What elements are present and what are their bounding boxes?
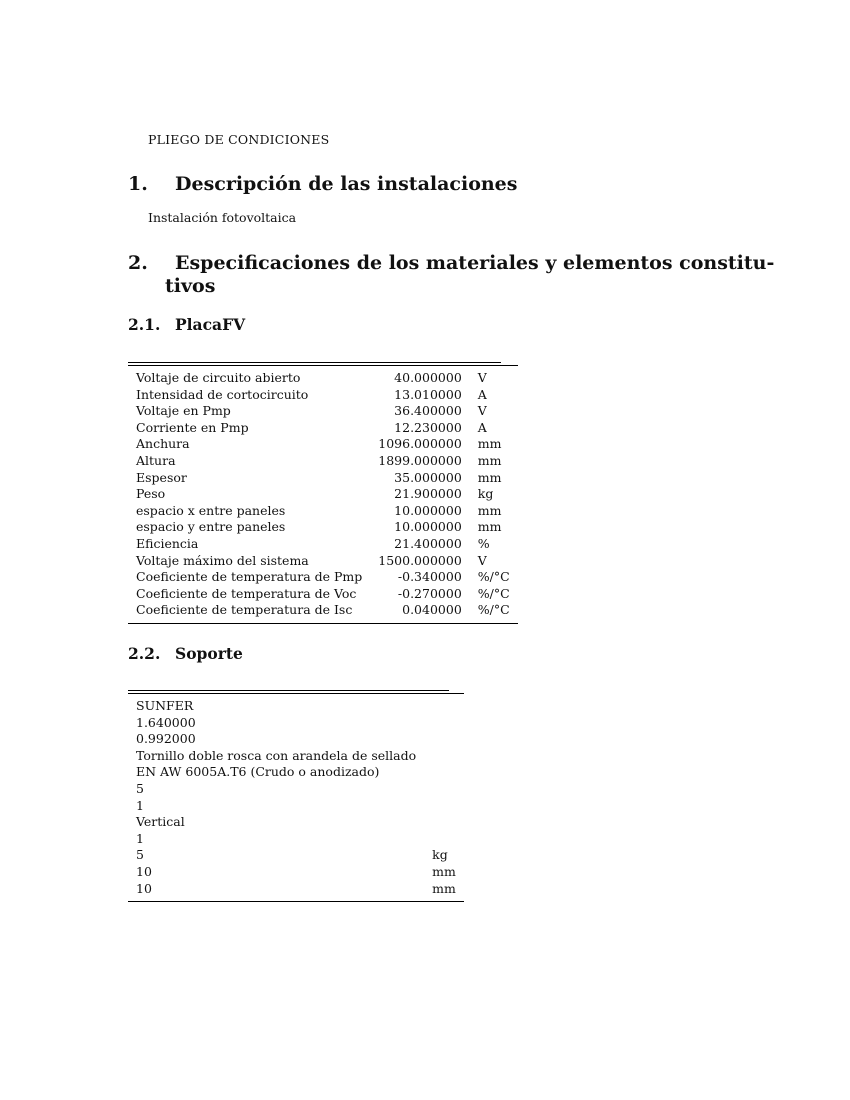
placa-unit-cell: mm [477,519,502,535]
soporte-table-row [128,764,464,781]
placa-unit-cell: V [477,403,487,419]
soporte-table-row [128,781,464,798]
subsection-2-2-title: Soporte [175,644,243,663]
soporte-value-cell: 1.640000 [136,714,196,730]
placa-value-cell: 21.400000 [394,535,462,551]
section-2-number: 2. [128,252,148,274]
soporte-unit-cell [424,831,464,848]
placa-table-row [128,370,518,387]
placa-table-row [128,503,518,520]
placa-unit-cell: mm [477,502,502,518]
soporte-table-row [128,715,464,732]
placa-unit-cell: kg [477,486,494,502]
placa-value-cell: 1096.000000 [378,436,462,452]
soporte-unit-cell [424,798,464,815]
placa-table-row [128,553,518,570]
placa-unit-cell: V [477,370,487,385]
soporte-unit-cell: kg [432,847,448,863]
placa-label-cell: Intensidad de cortocircuito [136,386,309,402]
soporte-value-cell: Tornillo doble rosca con arandela de sellado [136,747,417,763]
placa-value-cell: 10.000000 [394,502,462,518]
placa-label-cell: Coeficiente de temperatura de Voc [136,585,357,601]
placa-unit-cell: mm [477,469,502,485]
section-2-title-line2: tivos [165,275,216,297]
section-2-heading [128,252,774,298]
placa-table-row [128,387,518,404]
soporte-unit-cell [424,781,464,798]
placa-label-cell: Peso [136,486,166,502]
document-header: PLIEGO DE CONDICIONES [148,132,330,147]
placa-value-cell: -0.270000 [397,585,462,601]
placa-unit-cell: %/°C [477,585,510,601]
soporte-value-cell: 5 [136,780,144,796]
placa-label-cell: Voltaje de circuito abierto [136,370,301,385]
placa-table-row [128,420,518,437]
soporte-table-row [128,847,464,864]
placa-unit-cell: mm [477,452,502,468]
soporte-value-cell: 1 [136,830,144,846]
placa-table [128,365,518,624]
soporte-table-row [128,831,464,848]
soporte-value-cell: 0.992000 [136,731,196,747]
soporte-table-top-rule [128,690,449,691]
soporte-value-cell: 5 [136,847,144,863]
placa-value-cell: 12.230000 [394,419,462,435]
placa-value-cell: 36.400000 [394,403,462,419]
placa-label-cell: Anchura [136,436,190,452]
subsection-2-1-title: PlacaFV [175,315,246,334]
placa-value-cell: 40.000000 [394,370,462,385]
soporte-value-cell: 1 [136,797,144,813]
soporte-unit-cell [424,731,464,748]
placa-value-cell: 0.040000 [402,602,462,618]
section-1-number: 1. [128,173,148,195]
soporte-unit-cell: mm [432,863,456,879]
placa-value-cell: 13.010000 [394,386,462,402]
placa-unit-cell: V [477,552,487,568]
soporte-table-row [128,864,464,881]
placa-table-row [128,453,518,470]
soporte-value-cell: Vertical [136,814,185,830]
placa-value-cell: 1899.000000 [378,452,462,468]
soporte-table-row [128,798,464,815]
placa-value-cell: 1500.000000 [378,552,462,568]
placa-unit-cell: % [477,535,490,551]
placa-label-cell: espacio y entre paneles [136,519,286,535]
soporte-unit-cell [424,748,464,765]
placa-table-row [128,403,518,420]
soporte-table-row [128,748,464,765]
subsection-2-1-number: 2.1. [128,315,161,334]
subsection-2-2-number: 2.2. [128,644,161,663]
placa-label-cell: Eficiencia [136,535,199,551]
placa-table-row [128,569,518,586]
soporte-unit-cell [424,698,464,715]
soporte-unit-cell [424,715,464,732]
placa-unit-cell: %/°C [477,569,510,585]
soporte-unit-cell [424,764,464,781]
placa-label-cell: Espesor [136,469,187,485]
soporte-value-cell: 10 [136,880,152,896]
placa-value-cell: -0.340000 [397,569,462,585]
placa-label-cell: Voltaje en Pmp [136,403,231,419]
section-1-title: Descripción de las instalaciones [175,173,518,195]
placa-value-cell: 21.900000 [394,486,462,502]
placa-value-cell: 35.000000 [394,469,462,485]
placa-table-row [128,536,518,553]
soporte-unit-cell [424,814,464,831]
soporte-table-row [128,814,464,831]
placa-label-cell: Altura [136,452,176,468]
placa-value-cell: 10.000000 [394,519,462,535]
soporte-value-cell: 10 [136,863,152,879]
placa-label-cell: espacio x entre paneles [136,502,286,518]
placa-table-top-rule [128,362,501,363]
soporte-unit-cell: mm [432,880,456,896]
placa-unit-cell: A [477,386,487,402]
placa-label-cell: Corriente en Pmp [136,419,249,435]
placa-label-cell: Coeficiente de temperatura de Isc [136,602,353,618]
placa-label-cell: Voltaje máximo del sistema [136,552,309,568]
soporte-value-cell: EN AW 6005A.T6 (Crudo o anodizado) [136,764,380,780]
placa-table-row [128,602,518,619]
soporte-table-row [128,731,464,748]
placa-table-row [128,586,518,603]
soporte-table-row [128,881,464,898]
soporte-value-cell: SUNFER [136,698,194,713]
section-1-body: Instalación fotovoltaica [148,210,297,225]
subsection-2-2-heading [128,644,243,663]
placa-table-row [128,436,518,453]
soporte-table-row [128,698,464,715]
placa-unit-cell: A [477,419,487,435]
placa-table-row [128,519,518,536]
placa-table-row [128,470,518,487]
section-2-title-line1: Especificaciones de los materiales y elementos constitu- [175,252,775,274]
section-1-heading [128,173,517,196]
subsection-2-1-heading [128,315,245,334]
placa-unit-cell: %/°C [477,602,510,618]
placa-table-row [128,486,518,503]
placa-unit-cell: mm [477,436,502,452]
placa-label-cell: Coeficiente de temperatura de Pmp [136,569,363,585]
soporte-table [128,693,464,902]
